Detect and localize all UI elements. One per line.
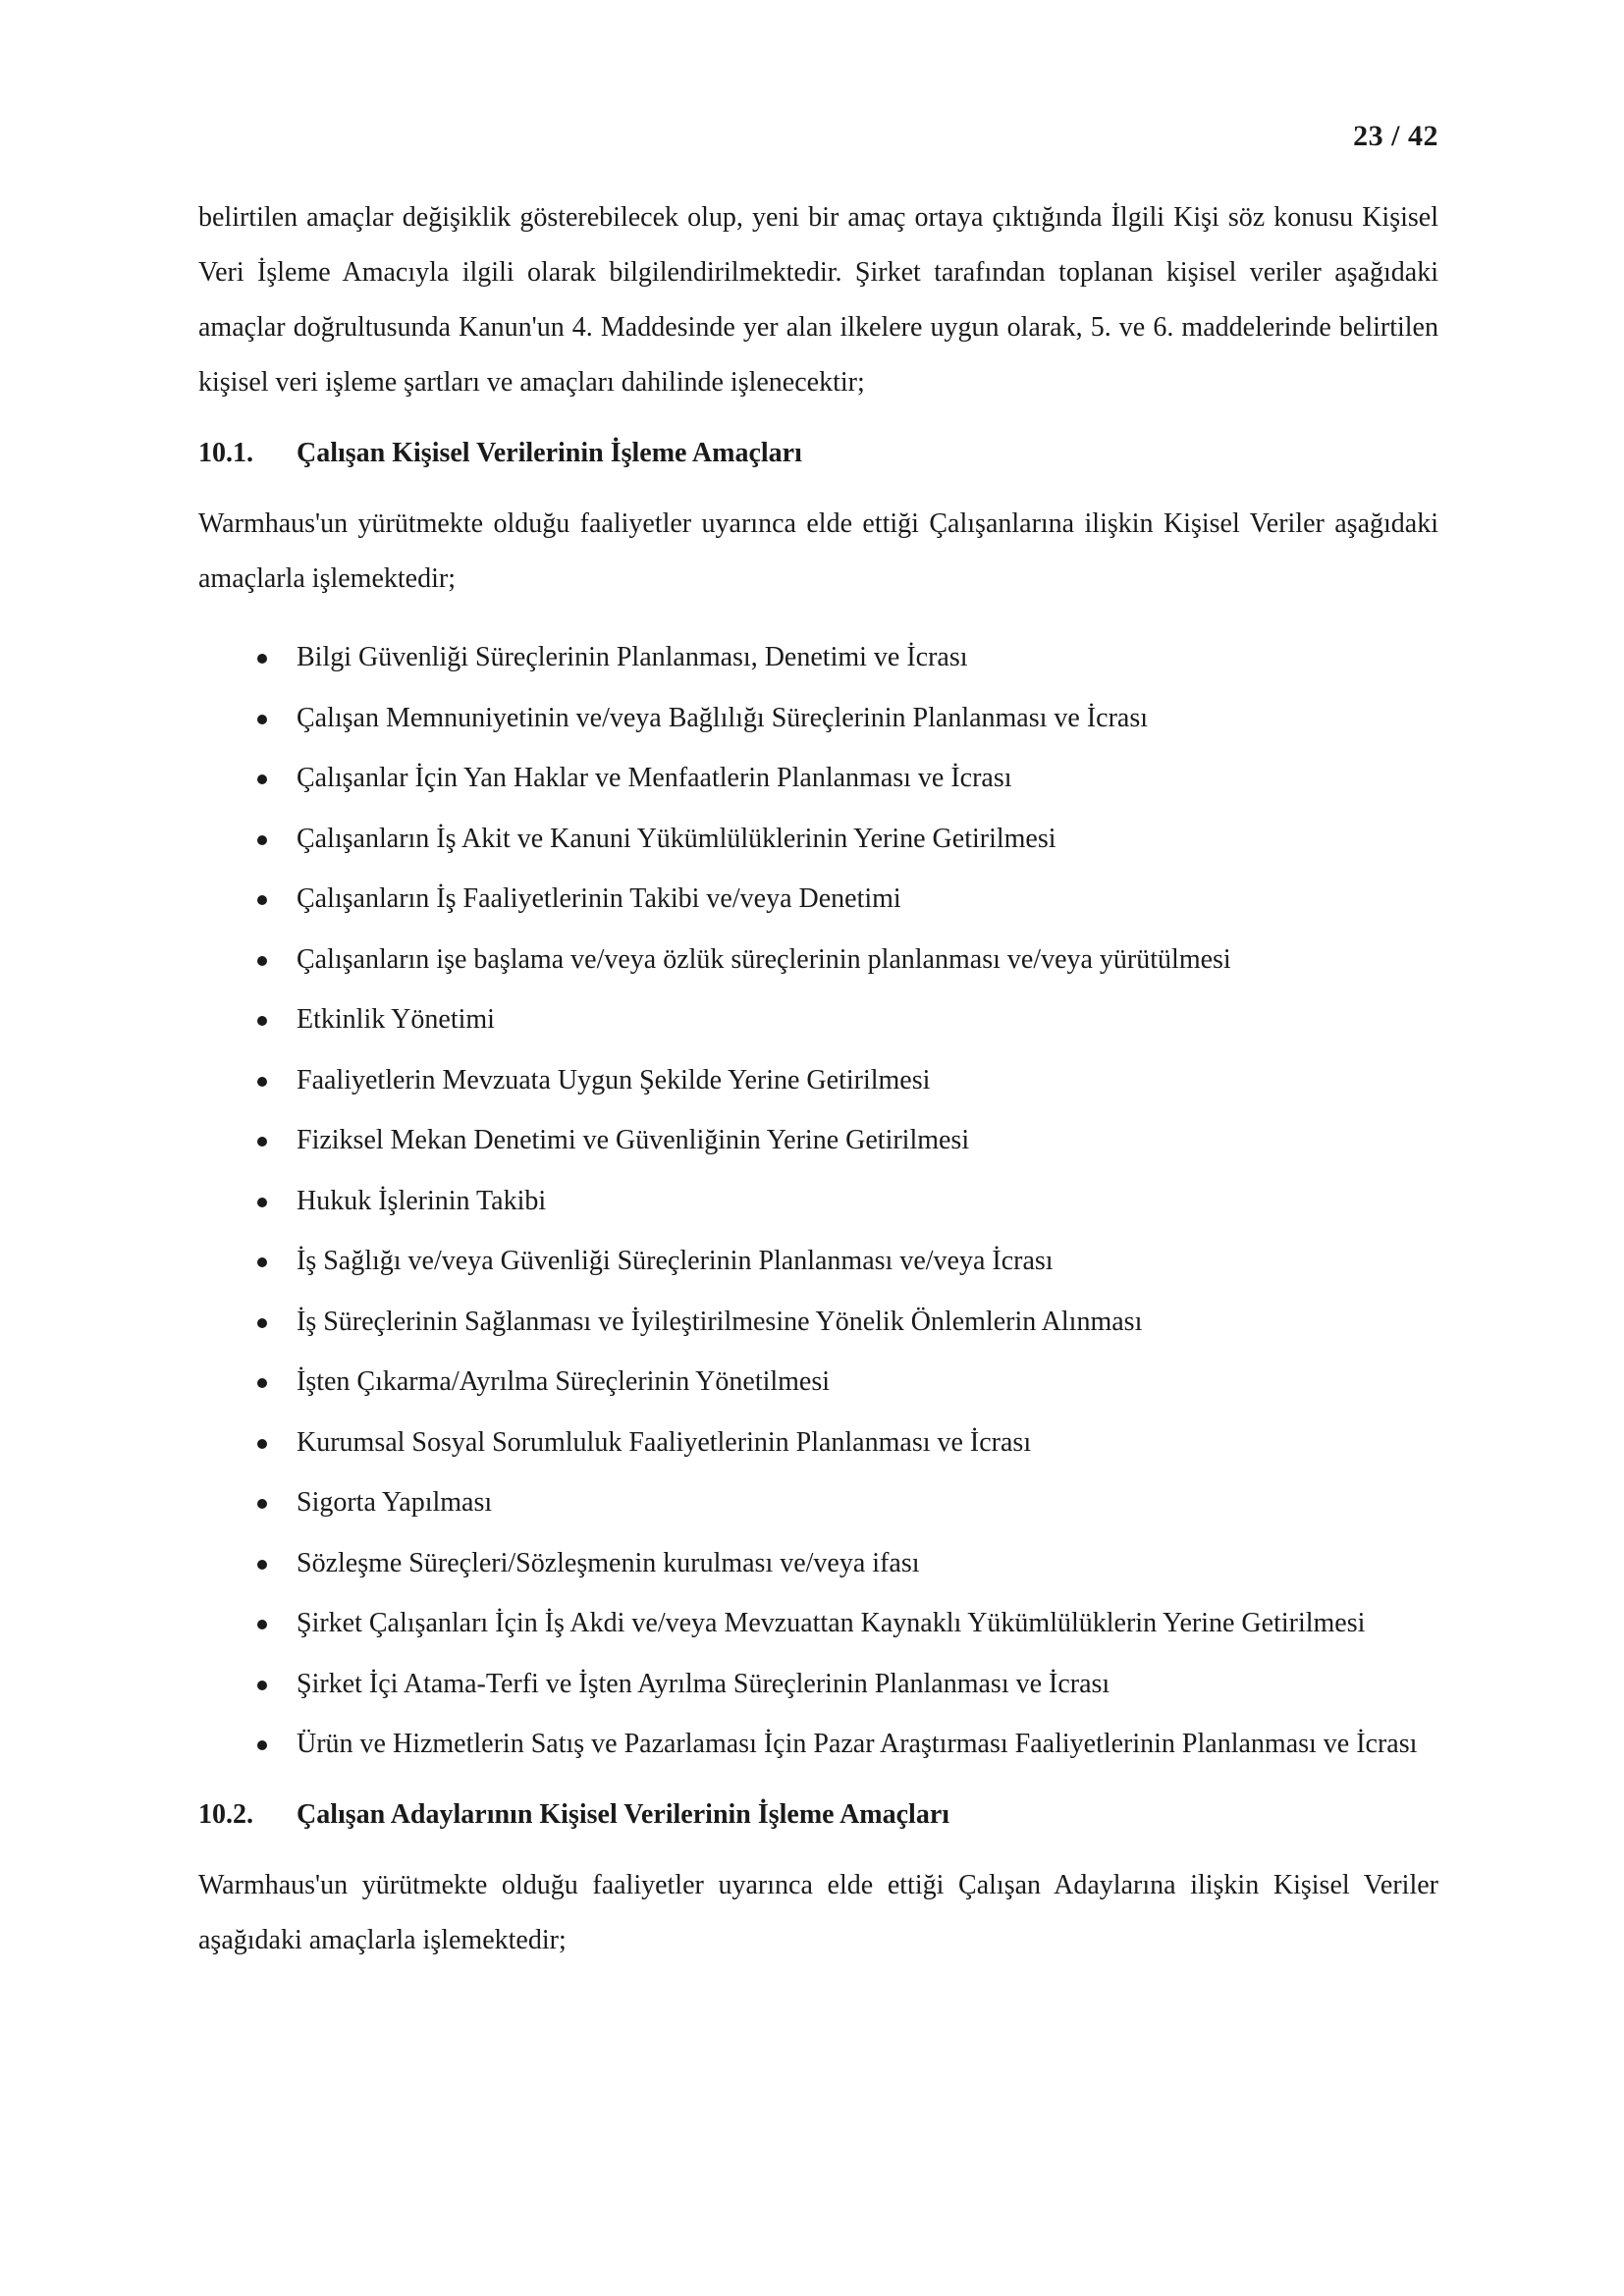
list-item-text: Ürün ve Hizmetlerin Satış ve Pazarlaması İçin Pazar Araştırması Faaliyetlerinin Planlanması ve İcrası bbox=[297, 1729, 1418, 1759]
list-item bbox=[198, 630, 1438, 685]
list-item bbox=[198, 992, 1438, 1047]
list-item-text: Sözleşme Süreçleri/Sözleşmenin kurulması ve/veya ifası bbox=[297, 1547, 920, 1578]
list-item-text: Etkinlik Yönetimi bbox=[297, 1004, 495, 1035]
list-item bbox=[198, 751, 1438, 806]
list-item-text: Faaliyetlerin Mevzuata Uygun Şekilde Yerine Getirilmesi bbox=[297, 1064, 931, 1095]
list-item bbox=[198, 1174, 1438, 1229]
list-item bbox=[198, 1053, 1438, 1108]
list-item bbox=[198, 1415, 1438, 1470]
list-item bbox=[198, 812, 1438, 867]
list-item-text: Çalışanların İş Akit ve Kanuni Yükümlülüklerinin Yerine Getirilmesi bbox=[297, 823, 1056, 854]
list-item-text: Çalışanların işe başlama ve/veya özlük süreçlerinin planlanması ve/veya yürütülmesi bbox=[297, 943, 1231, 975]
list-item bbox=[198, 1295, 1438, 1350]
list-item-text: Bilgi Güvenliği Süreçlerinin Planlanması, Denetimi ve İcrası bbox=[297, 642, 968, 672]
section-heading-10-2 bbox=[198, 1788, 1438, 1842]
list-item-text: Şirket Çalışanları İçin İş Akdi ve/veya Mevzuattan Kaynaklı Yükümlülüklerin Yerine Getirilmesi bbox=[297, 1608, 1366, 1638]
section-number: 10.1. bbox=[198, 438, 253, 468]
list-item-text: Fiziksel Mekan Denetimi ve Güvenliğinin Yerine Getirilmesi bbox=[297, 1125, 970, 1155]
list-item bbox=[198, 872, 1438, 927]
section-title: Çalışan Kişisel Verilerinin İşleme Amaçları bbox=[297, 438, 802, 468]
page-number: 23 / 42 bbox=[1353, 120, 1438, 152]
list-item bbox=[198, 933, 1438, 988]
section-heading-10-1 bbox=[198, 426, 1438, 481]
list-item bbox=[198, 691, 1438, 746]
section-paragraph: Warmhaus'un yürütmekte olduğu faaliyetler uyarınca elde ettiği Çalışanlarına ilişkin Kişisel Veriler aşağıdaki amaçlarla işlemektedir; bbox=[198, 508, 1438, 594]
list-item-text: Şirket İçi Atama-Terfi ve İşten Ayrılma Süreçlerinin Planlanması ve İcrası bbox=[297, 1668, 1110, 1699]
list-item bbox=[198, 1113, 1438, 1168]
list-item bbox=[198, 1355, 1438, 1410]
list-item-text: İşten Çıkarma/Ayrılma Süreçlerinin Yönetilmesi bbox=[297, 1366, 831, 1397]
list-item-text: Çalışan Memnuniyetinin ve/veya Bağlılığı Süreçlerinin Planlanması ve İcrası bbox=[297, 702, 1149, 733]
section-number: 10.2. bbox=[198, 1799, 253, 1830]
list-item-text: Çalışanların İş Faaliyetlerinin Takibi ve/veya Denetimi bbox=[297, 883, 901, 914]
intro-paragraph: belirtilen amaçlar değişiklik gösterebilecek olup, yeni bir amaç ortaya çıktığında İlgili Kişi söz konusu Kişisel Veri İşleme Amacıyla ilgili olarak bilgilendirilmektedir. Şirket tarafından toplanan kişisel veriler aşağıdaki amaçlar doğrultusunda Kanun'un 4. Maddesinde yer alan ilkelere uygun olarak, 5. ve 6. maddelerinde belirtilen kişisel veri işleme şartları ve amaçları dahilinde işlenecektir; bbox=[198, 202, 1438, 398]
list-item bbox=[198, 1657, 1438, 1712]
section-paragraph: Warmhaus'un yürütmekte olduğu faaliyetler uyarınca elde ettiği Çalışan Adaylarına ilişkin Kişisel Veriler aşağıdaki amaçlarla işlemektedir; bbox=[198, 1870, 1438, 1955]
purposes-list bbox=[198, 630, 1438, 1772]
list-item bbox=[198, 1536, 1438, 1591]
list-item-text: Kurumsal Sosyal Sorumluluk Faaliyetlerinin Planlanması ve İcrası bbox=[297, 1426, 1032, 1458]
list-item bbox=[198, 1475, 1438, 1530]
list-item-text: İş Sağlığı ve/veya Güvenliği Süreçlerinin Planlanması ve/veya İcrası bbox=[297, 1246, 1054, 1276]
list-item bbox=[198, 1717, 1438, 1772]
list-item-text: Sigorta Yapılması bbox=[297, 1487, 493, 1518]
page-content bbox=[198, 190, 1438, 1968]
list-item bbox=[198, 1234, 1438, 1289]
list-item-text: İş Süreçlerinin Sağlanması ve İyileştirilmesine Yönelik Önlemlerin Alınması bbox=[297, 1306, 1143, 1337]
list-item bbox=[198, 1596, 1438, 1651]
section-title: Çalışan Adaylarının Kişisel Verilerinin İşleme Amaçları bbox=[297, 1799, 950, 1830]
list-item-text: Hukuk İşlerinin Takibi bbox=[297, 1185, 547, 1216]
list-item-text: Çalışanlar İçin Yan Haklar ve Menfaatlerin Planlanması ve İcrası bbox=[297, 763, 1012, 793]
